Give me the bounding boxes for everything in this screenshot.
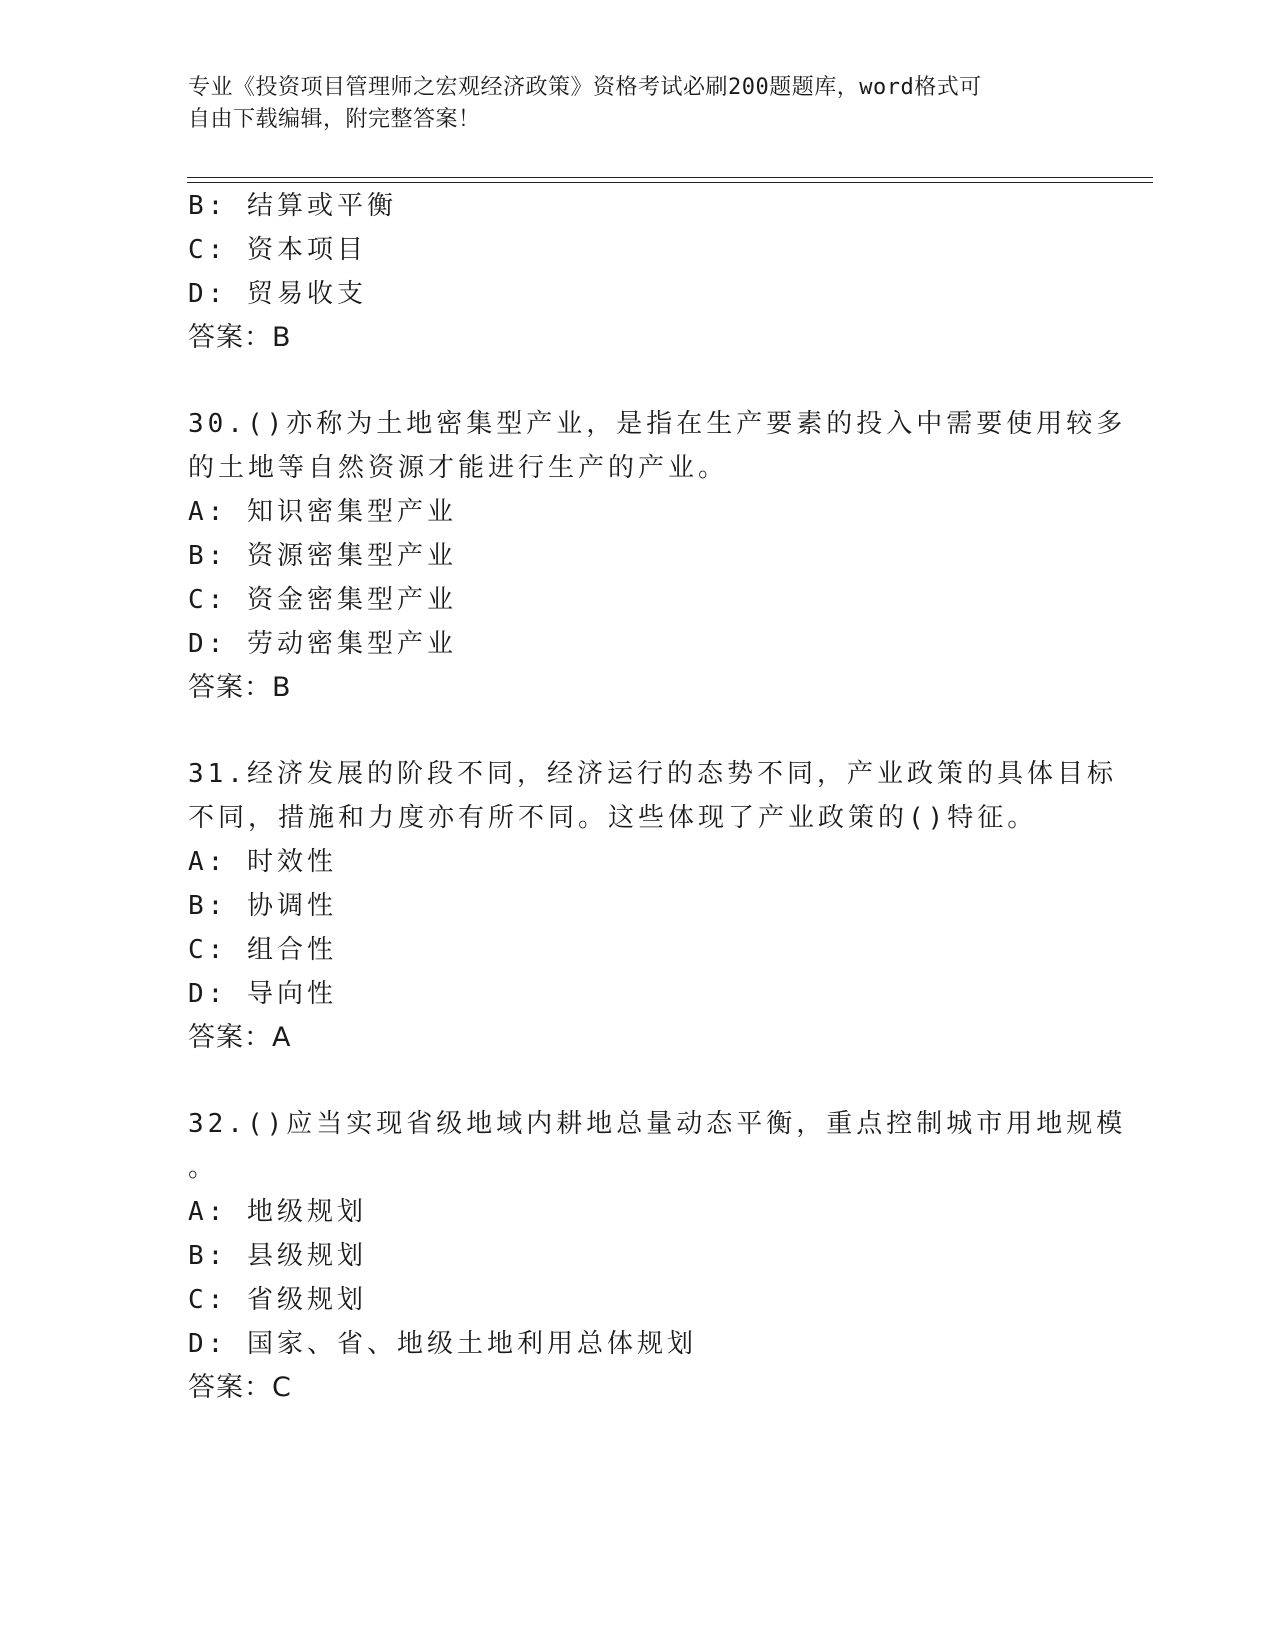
question-31-option-c: C: 组合性	[188, 935, 337, 965]
question-31-answer: 答案：A	[188, 1022, 292, 1053]
option-b: B: 结算或平衡	[188, 191, 397, 221]
header-divider-bottom	[187, 182, 1153, 183]
question-30-option-c: C: 资金密集型产业	[188, 585, 457, 615]
question-32-stem-line-2: 。	[188, 1153, 219, 1183]
question-32-stem-line-1: 32.()应当实现省级地域内耕地总量动态平衡，重点控制城市用地规模	[188, 1109, 1127, 1139]
question-30-stem-line-1: 30.()亦称为土地密集型产业，是指在生产要素的投入中需要使用较多	[188, 409, 1127, 439]
option-c: C: 资本项目	[188, 235, 367, 265]
question-30-option-a: A: 知识密集型产业	[188, 497, 457, 527]
header-line-2: 自由下载编辑，附完整答案！	[188, 107, 481, 132]
question-32-option-b: B: 县级规划	[188, 1241, 367, 1271]
question-32-option-a: A: 地级规划	[188, 1197, 367, 1227]
question-32-option-d: D: 国家、省、地级土地利用总体规划	[188, 1329, 697, 1359]
question-32-answer: 答案：C	[188, 1372, 292, 1403]
question-32-option-c: C: 省级规划	[188, 1285, 367, 1315]
header-divider-top	[187, 177, 1153, 178]
header-line-1: 专业《投资项目管理师之宏观经济政策》资格考试必刷200题题库，word格式可	[188, 75, 982, 100]
question-31-stem-line-1: 31.经济发展的阶段不同，经济运行的态势不同，产业政策的具体目标	[188, 759, 1117, 789]
question-31-option-a: A: 时效性	[188, 847, 337, 877]
option-d: D: 贸易收支	[188, 279, 367, 309]
document-header	[188, 72, 1088, 136]
question-30-option-d: D: 劳动密集型产业	[188, 629, 457, 659]
question-31-stem-line-2: 不同，措施和力度亦有所不同。这些体现了产业政策的()特征。	[188, 803, 1038, 833]
question-30-answer: 答案：B	[188, 672, 292, 703]
question-30-stem-line-2: 的土地等自然资源才能进行生产的产业。	[188, 453, 729, 483]
answer: 答案：B	[188, 322, 292, 353]
question-31-option-d: D: 导向性	[188, 979, 337, 1009]
question-31-option-b: B: 协调性	[188, 891, 337, 921]
question-30-option-b: B: 资源密集型产业	[188, 541, 457, 571]
